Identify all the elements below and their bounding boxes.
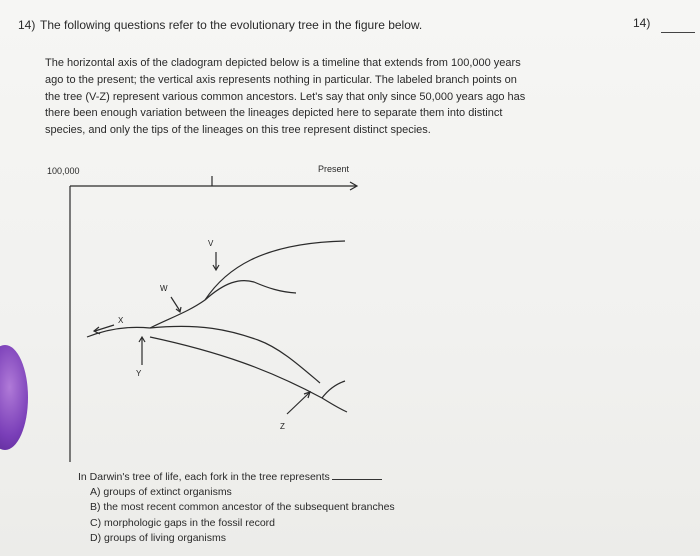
axis-start-label: 100,000 <box>47 166 80 176</box>
axis-end-label: Present <box>318 164 350 174</box>
darwin-question <box>78 470 395 546</box>
lineage-upper <box>205 241 345 300</box>
branch-to-w <box>150 300 205 328</box>
question-number: 14) <box>18 18 36 32</box>
stem-blank[interactable] <box>332 471 382 480</box>
lineage-to-z-upper <box>150 326 258 340</box>
z-fork-up <box>322 381 345 398</box>
lineage-z-bottom <box>150 337 322 398</box>
paragraph-line: species, and only the tips of the lineages on this tree represent distinct species. <box>45 124 431 137</box>
paragraph-line: there been enough variation between the lineages depicted here to separate them into distinct <box>45 107 503 120</box>
arrow-z <box>287 393 309 414</box>
choice-b[interactable]: B) the most recent common ancestor of the subsequent branches <box>90 501 395 514</box>
answer-number: 14) <box>633 16 651 30</box>
choice-c[interactable]: C) morphologic gaps in the fossil record <box>90 516 276 529</box>
paragraph-line: The horizontal axis of the cladogram depicted below is a timeline that extends from 100,000 years <box>45 57 521 69</box>
z-fork-down <box>322 398 347 412</box>
node-label-y: Y <box>136 369 142 378</box>
node-label-w: W <box>160 284 168 293</box>
question-stem <box>78 470 395 485</box>
node-label-x: X <box>118 316 124 325</box>
choice-d[interactable]: D) groups of living organisms <box>90 531 226 544</box>
node-label-z: Z <box>280 422 285 431</box>
question-prompt: The following questions refer to the evolutionary tree in the figure below. <box>40 18 423 32</box>
paragraph-line: the tree (V-Z) represent various common ancestors. Let's say that only since 50,000 years ago has <box>45 90 526 103</box>
question-stem-text: In Darwin's tree of life, each fork in the tree represents <box>78 471 330 483</box>
arrow-w <box>171 297 180 311</box>
paragraph-line: ago to the present; the vertical axis represents nothing in particular. The labeled branch points on <box>45 73 517 86</box>
node-label-v: V <box>208 239 214 248</box>
choice-a[interactable]: A) groups of extinct organisms <box>90 486 232 499</box>
lineage-z-top <box>258 340 320 383</box>
